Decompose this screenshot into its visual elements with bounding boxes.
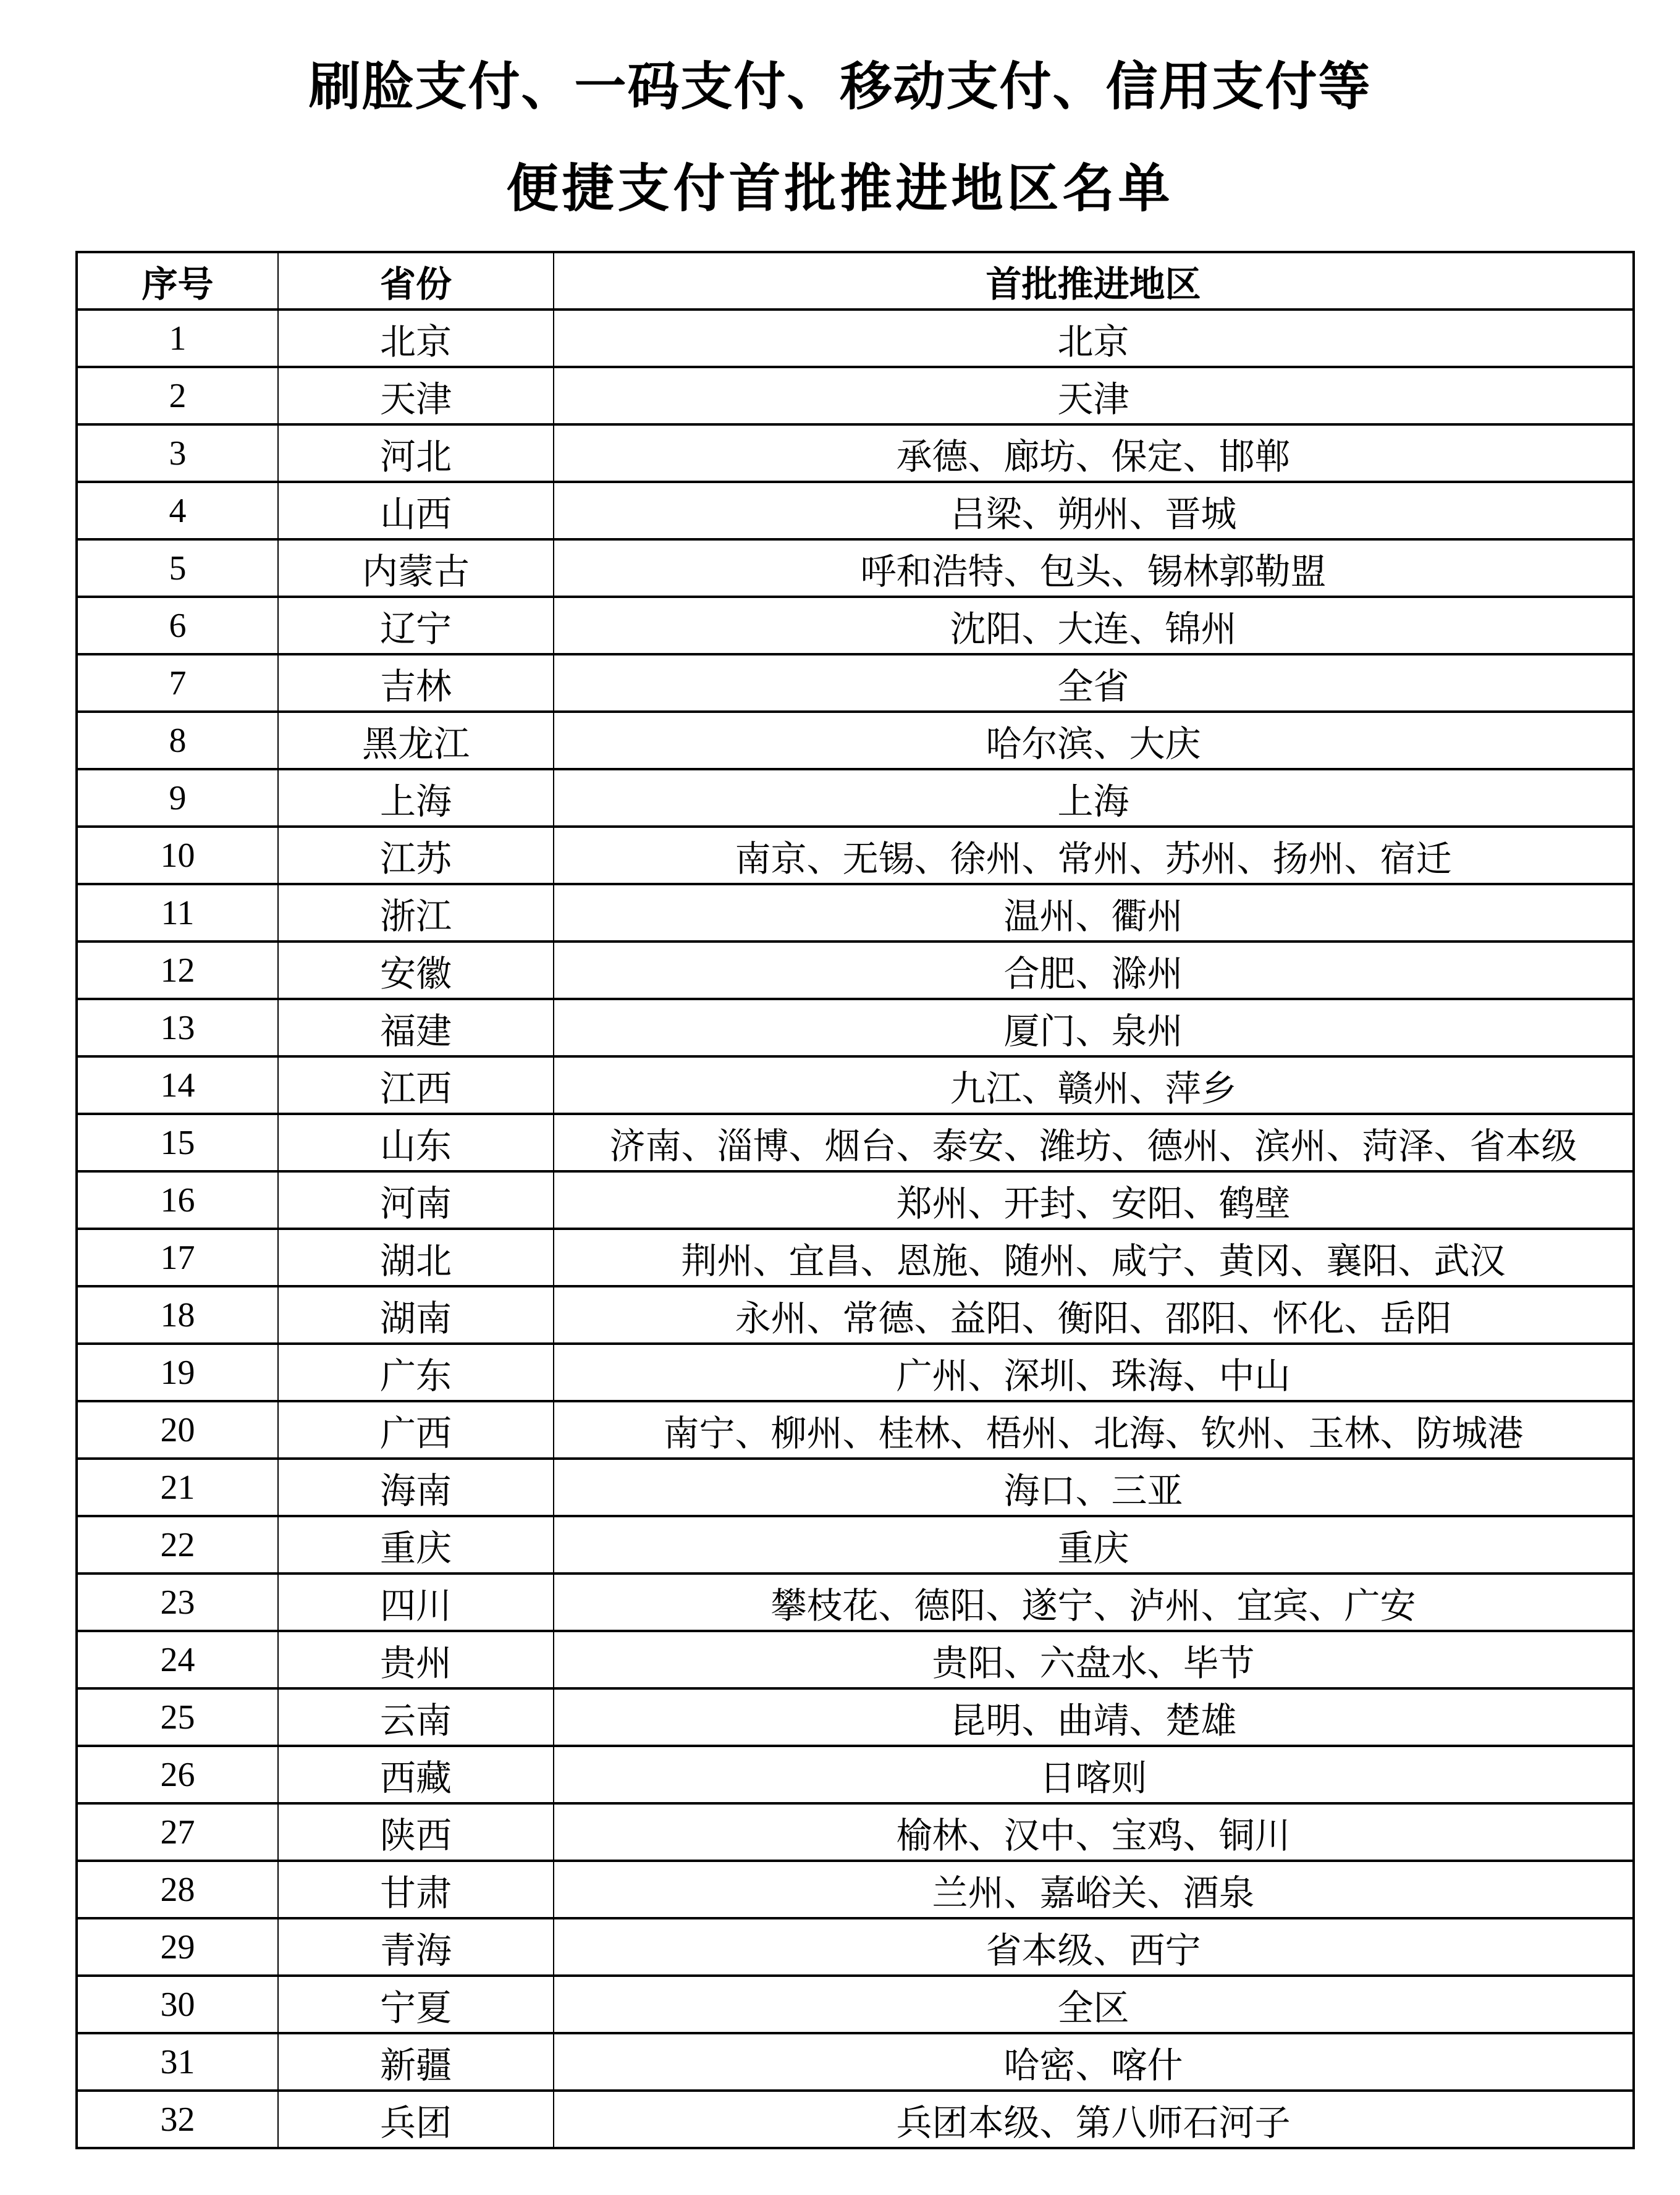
cell-regions: 兰州、嘉峪关、酒泉: [554, 1861, 1634, 1918]
cell-province: 辽宁: [278, 597, 554, 654]
table-row: [77, 1114, 1634, 1171]
cell-serial-number: 14: [77, 1056, 278, 1114]
table-row: [77, 1344, 1634, 1401]
cell-province: 湖南: [278, 1286, 554, 1344]
cell-regions: 广州、深圳、珠海、中山: [554, 1344, 1634, 1401]
cell-regions: 贵阳、六盘水、毕节: [554, 1631, 1634, 1688]
table-row: [77, 654, 1634, 712]
cell-serial-number: 3: [77, 424, 278, 482]
document-title-line-1: 刷脸支付、一码支付、移动支付、信用支付等: [308, 59, 1372, 116]
cell-serial-number: 15: [77, 1114, 278, 1171]
cell-province: 北京: [278, 310, 554, 367]
cell-province: 山东: [278, 1114, 554, 1171]
cell-serial-number: 9: [77, 769, 278, 827]
cell-province: 宁夏: [278, 1976, 554, 2033]
cell-regions: 上海: [554, 769, 1634, 827]
cell-serial-number: 17: [77, 1229, 278, 1286]
table-row: [77, 310, 1634, 367]
table-row: [77, 539, 1634, 597]
cell-regions: 榆林、汉中、宝鸡、铜川: [554, 1803, 1634, 1861]
cell-serial-number: 20: [77, 1401, 278, 1459]
cell-serial-number: 12: [77, 942, 278, 999]
cell-regions: 合肥、滁州: [554, 942, 1634, 999]
document-title-line-2: 便捷支付首批推进地区名单: [506, 161, 1174, 218]
cell-regions: 九江、赣州、萍乡: [554, 1056, 1634, 1114]
cell-regions: 温州、衢州: [554, 884, 1634, 942]
cell-serial-number: 5: [77, 539, 278, 597]
cell-province: 湖北: [278, 1229, 554, 1286]
cell-serial-number: 6: [77, 597, 278, 654]
cell-serial-number: 26: [77, 1746, 278, 1803]
cell-serial-number: 31: [77, 2033, 278, 2091]
cell-regions: 北京: [554, 310, 1634, 367]
cell-serial-number: 32: [77, 2091, 278, 2148]
cell-regions: 南京、无锡、徐州、常州、苏州、扬州、宿迁: [554, 827, 1634, 884]
cell-province: 四川: [278, 1574, 554, 1631]
cell-serial-number: 13: [77, 999, 278, 1056]
cell-serial-number: 4: [77, 482, 278, 539]
cell-province: 兵团: [278, 2091, 554, 2148]
cell-province: 内蒙古: [278, 539, 554, 597]
cell-regions: 厦门、泉州: [554, 999, 1634, 1056]
cell-regions: 吕梁、朔州、晋城: [554, 482, 1634, 539]
cell-serial-number: 21: [77, 1459, 278, 1516]
table-row: [77, 1918, 1634, 1976]
cell-province: 贵州: [278, 1631, 554, 1688]
cell-regions: 昆明、曲靖、楚雄: [554, 1688, 1634, 1746]
table-row: [77, 1746, 1634, 1803]
table-row: [77, 1286, 1634, 1344]
cell-regions: 全区: [554, 1976, 1634, 2033]
cell-province: 青海: [278, 1918, 554, 1976]
cell-regions: 海口、三亚: [554, 1459, 1634, 1516]
cell-regions: 哈密、喀什: [554, 2033, 1634, 2091]
cell-regions: 攀枝花、德阳、遂宁、泸州、宜宾、广安: [554, 1574, 1634, 1631]
cell-province: 河北: [278, 424, 554, 482]
cell-regions: 天津: [554, 367, 1634, 424]
cell-province: 新疆: [278, 2033, 554, 2091]
table-row: [77, 1516, 1634, 1574]
cell-province: 吉林: [278, 654, 554, 712]
table-row: [77, 942, 1634, 999]
cell-province: 江苏: [278, 827, 554, 884]
cell-province: 安徽: [278, 942, 554, 999]
cell-serial-number: 22: [77, 1516, 278, 1574]
table-row: [77, 367, 1634, 424]
cell-province: 广西: [278, 1401, 554, 1459]
table-header-row: [77, 252, 1634, 310]
table-row: [77, 1688, 1634, 1746]
cell-serial-number: 10: [77, 827, 278, 884]
cell-regions: 沈阳、大连、锦州: [554, 597, 1634, 654]
cell-regions: 济南、淄博、烟台、泰安、潍坊、德州、滨州、菏泽、省本级: [554, 1114, 1634, 1171]
cell-serial-number: 19: [77, 1344, 278, 1401]
cell-province: 陕西: [278, 1803, 554, 1861]
column-header-province: 省份: [278, 252, 554, 310]
table-header-row: [77, 252, 1634, 310]
cell-serial-number: 30: [77, 1976, 278, 2033]
table-row: [77, 597, 1634, 654]
cell-regions: 日喀则: [554, 1746, 1634, 1803]
table-row: [77, 1401, 1634, 1459]
cell-serial-number: 7: [77, 654, 278, 712]
cell-regions: 兵团本级、第八师石河子: [554, 2091, 1634, 2148]
cell-serial-number: 25: [77, 1688, 278, 1746]
cell-province: 山西: [278, 482, 554, 539]
table-row: [77, 999, 1634, 1056]
cell-regions: 荆州、宜昌、恩施、随州、咸宁、黄冈、襄阳、武汉: [554, 1229, 1634, 1286]
cell-province: 广东: [278, 1344, 554, 1401]
cell-regions: 全省: [554, 654, 1634, 712]
cell-province: 上海: [278, 769, 554, 827]
region-table: [75, 251, 1635, 2149]
cell-province: 天津: [278, 367, 554, 424]
table-row: [77, 769, 1634, 827]
cell-serial-number: 29: [77, 1918, 278, 1976]
table-row: [77, 884, 1634, 942]
cell-regions: 呼和浩特、包头、锡林郭勒盟: [554, 539, 1634, 597]
cell-province: 甘肃: [278, 1861, 554, 1918]
cell-serial-number: 2: [77, 367, 278, 424]
table-row: [77, 1976, 1634, 2033]
cell-province: 海南: [278, 1459, 554, 1516]
table-row: [77, 1459, 1634, 1516]
cell-serial-number: 24: [77, 1631, 278, 1688]
cell-province: 江西: [278, 1056, 554, 1114]
cell-province: 重庆: [278, 1516, 554, 1574]
document-title: [0, 0, 1680, 216]
table-row: [77, 1171, 1634, 1229]
cell-province: 云南: [278, 1688, 554, 1746]
cell-serial-number: 11: [77, 884, 278, 942]
cell-serial-number: 16: [77, 1171, 278, 1229]
cell-province: 福建: [278, 999, 554, 1056]
cell-serial-number: 1: [77, 310, 278, 367]
cell-serial-number: 18: [77, 1286, 278, 1344]
table-row: [77, 1631, 1634, 1688]
column-header-serial-number: 序号: [77, 252, 278, 310]
cell-regions: 承德、廊坊、保定、邯郸: [554, 424, 1634, 482]
cell-serial-number: 8: [77, 712, 278, 769]
table-row: [77, 1574, 1634, 1631]
table-row: [77, 2033, 1634, 2091]
cell-province: 河南: [278, 1171, 554, 1229]
cell-regions: 哈尔滨、大庆: [554, 712, 1634, 769]
table-row: [77, 424, 1634, 482]
table-row: [77, 712, 1634, 769]
table-row: [77, 1056, 1634, 1114]
cell-regions: 南宁、柳州、桂林、梧州、北海、钦州、玉林、防城港: [554, 1401, 1634, 1459]
table-row: [77, 482, 1634, 539]
table-row: [77, 1861, 1634, 1918]
column-header-first-batch-regions: 首批推进地区: [554, 252, 1634, 310]
table-row: [77, 1229, 1634, 1286]
cell-serial-number: 27: [77, 1803, 278, 1861]
cell-province: 浙江: [278, 884, 554, 942]
table-row: [77, 1803, 1634, 1861]
cell-serial-number: 23: [77, 1574, 278, 1631]
cell-serial-number: 28: [77, 1861, 278, 1918]
table-row: [77, 827, 1634, 884]
table-row: [77, 2091, 1634, 2148]
table-body: [77, 310, 1634, 2148]
cell-regions: 重庆: [554, 1516, 1634, 1574]
cell-province: 西藏: [278, 1746, 554, 1803]
cell-province: 黑龙江: [278, 712, 554, 769]
cell-regions: 省本级、西宁: [554, 1918, 1634, 1976]
cell-regions: 永州、常德、益阳、衡阳、邵阳、怀化、岳阳: [554, 1286, 1634, 1344]
cell-regions: 郑州、开封、安阳、鹤壁: [554, 1171, 1634, 1229]
